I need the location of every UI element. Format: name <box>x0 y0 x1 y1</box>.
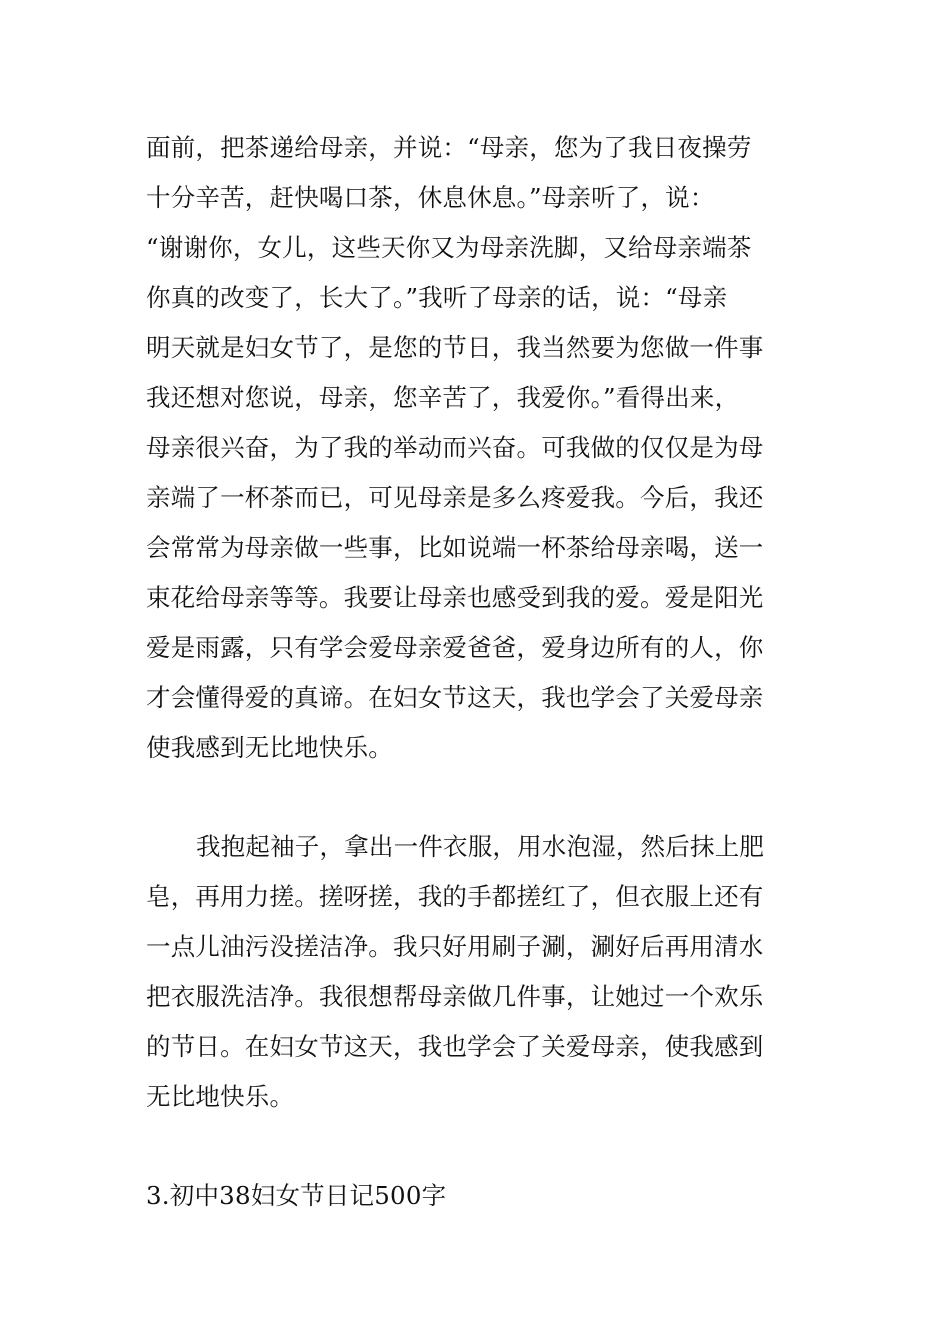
text-line: 面前，把茶递给母亲，并说：“母亲，您为了我日夜操劳 <box>146 133 752 162</box>
text-line: 爱是雨露，只有学会爱母亲爱爸爸，爱身边所有的人，你 <box>146 633 764 662</box>
text-line: 会常常为母亲做一些事，比如说端一杯茶给母亲喝，送一 <box>146 533 764 562</box>
text-line: 皂，再用力搓。搓呀搓，我的手都搓红了，但衣服上还有 <box>146 882 764 911</box>
text-line: 无比地快乐。 <box>146 1082 295 1111</box>
text-line: 十分辛苦，赶快喝口茶，休息休息。”母亲听了，说： <box>146 183 715 212</box>
text-line: 才会懂得爱的真谛。在妇女节这天，我也学会了关爱母亲 <box>146 683 764 712</box>
text-line: 我抱起袖子，拿出一件衣服，用水泡湿，然后抹上肥 <box>196 832 765 861</box>
text-line: 使我感到无比地快乐。 <box>146 733 393 762</box>
text-line: 我还想对您说，母亲，您辛苦了，我爱你。”看得出来， <box>146 383 740 412</box>
text-line: 亲端了一杯茶而已，可见母亲是多么疼爱我。今后，我还 <box>146 483 764 512</box>
text-line: 母亲很兴奋，为了我的举动而兴奋。可我做的仅仅是为母 <box>146 433 764 462</box>
text-line: 的节日。在妇女节这天，我也学会了关爱母亲，使我感到 <box>146 1032 764 1061</box>
text-line: 束花给母亲等等。我要让母亲也感受到我的爱。爱是阳光 <box>146 583 764 612</box>
text-line: 一点儿油污没搓洁净。我只好用刷子涮，涮好后再用清水 <box>146 932 764 961</box>
text-line: 明天就是妇女节了，是您的节日，我当然要为您做一件事 <box>146 333 764 362</box>
text-line: 你真的改变了，长大了。”我听了母亲的话，说：“母亲 <box>146 283 728 312</box>
text-line: 把衣服洗洁净。我很想帮母亲做几件事，让她过一个欢乐 <box>146 982 764 1011</box>
section-heading: 3.初中38妇女节日记500字 <box>146 1181 447 1210</box>
text-line: “谢谢你，女儿，这些天你又为母亲洗脚，又给母亲端茶 <box>146 233 752 262</box>
